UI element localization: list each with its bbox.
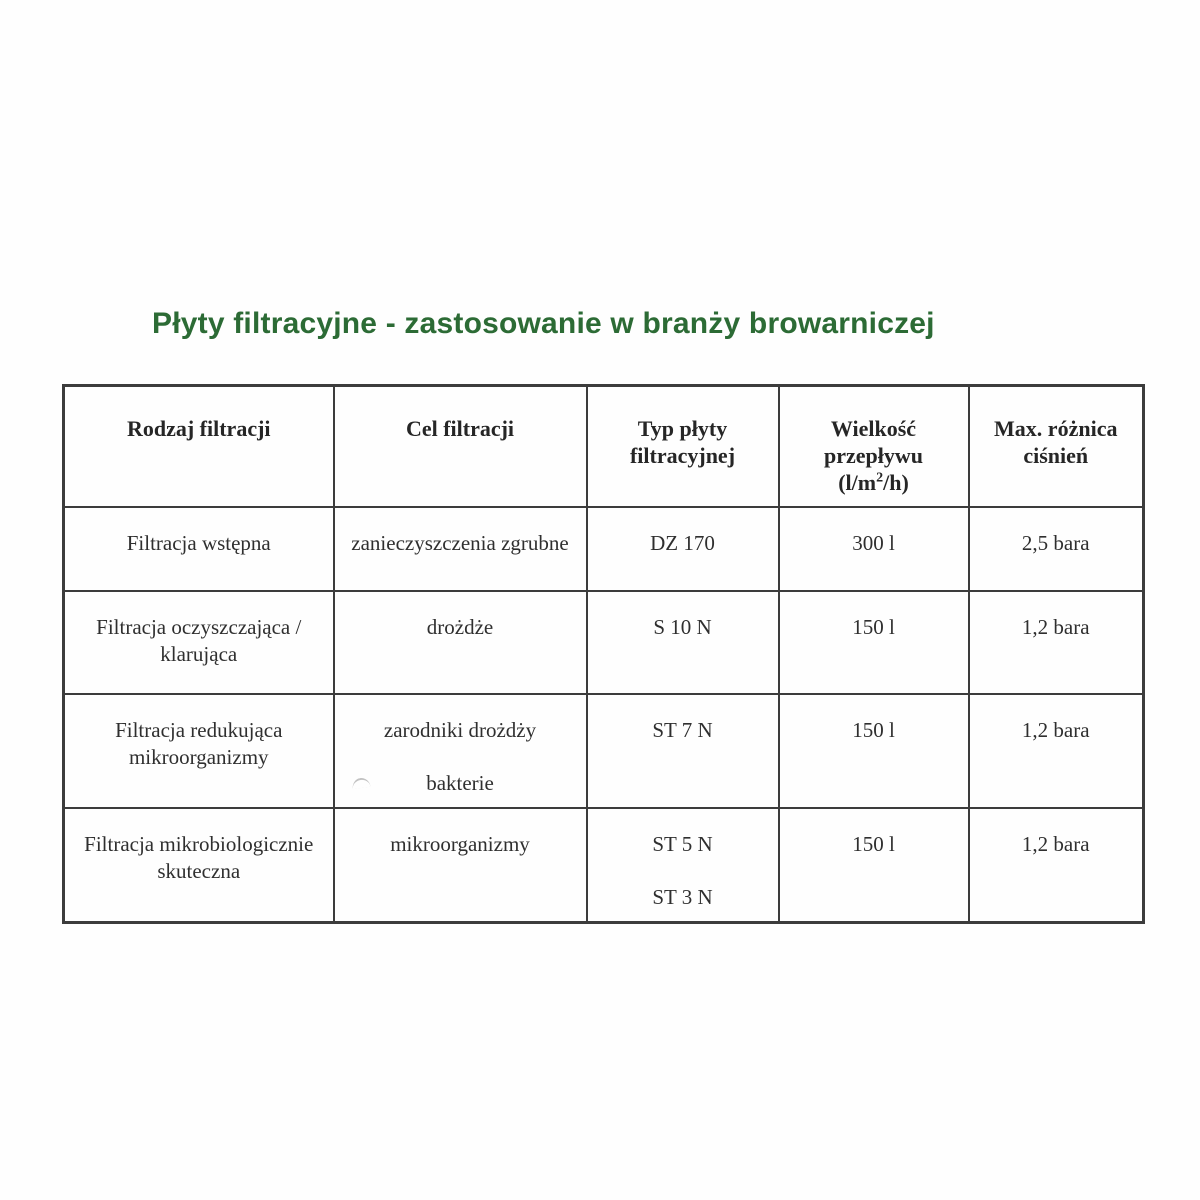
header-wielkosc-przeplywu bbox=[779, 386, 969, 508]
cell-text: zanieczyszczenia zgrubne bbox=[351, 531, 569, 555]
cell-rodzaj bbox=[64, 507, 334, 591]
table-row bbox=[64, 591, 1144, 694]
header-text: Max. różnica bbox=[994, 416, 1118, 441]
header-rodzaj-filtracji bbox=[64, 386, 334, 508]
header-typ-plyty bbox=[587, 386, 779, 508]
cell-typ bbox=[587, 694, 779, 808]
cell-typ bbox=[587, 808, 779, 923]
cell-text: 150 l bbox=[852, 832, 895, 856]
filter-plates-table bbox=[62, 384, 1145, 924]
cell-text: bakterie bbox=[426, 771, 494, 795]
header-text: ciśnień bbox=[1023, 443, 1089, 468]
cell-text: mikroorganizmy bbox=[390, 832, 530, 856]
cell-text: Filtracja wstępna bbox=[126, 531, 271, 555]
cell-typ bbox=[587, 507, 779, 591]
cell-text: 1,2 bara bbox=[1021, 615, 1090, 639]
cell-rodzaj bbox=[64, 694, 334, 808]
cell-max-roznica bbox=[969, 591, 1144, 694]
cell-text: S 10 N bbox=[653, 615, 712, 639]
table-row bbox=[64, 507, 1144, 591]
unit-pre: (l/m bbox=[838, 470, 877, 495]
cell-text: ST 7 N bbox=[652, 718, 713, 742]
cell-text: 1,2 bara bbox=[1021, 832, 1090, 856]
header-text: Cel filtracji bbox=[405, 416, 515, 441]
cell-max-roznica bbox=[969, 694, 1144, 808]
unit-post: /h) bbox=[883, 470, 909, 495]
cell-text: ST 3 N bbox=[652, 885, 713, 909]
header-text: Typ płyty bbox=[637, 416, 728, 441]
cell-text: DZ 170 bbox=[650, 531, 715, 555]
cell-wielkosc bbox=[779, 507, 969, 591]
cell-max-roznica bbox=[969, 808, 1144, 923]
cell-cel bbox=[334, 507, 587, 591]
cell-text: Filtracja mikrobiologicznie skuteczna bbox=[84, 832, 314, 883]
cell-wielkosc bbox=[779, 694, 969, 808]
cell-text: drożdże bbox=[426, 615, 494, 639]
cell-cel bbox=[334, 808, 587, 923]
cell-rodzaj bbox=[64, 591, 334, 694]
header-unit bbox=[784, 469, 964, 496]
cell-wielkosc bbox=[779, 808, 969, 923]
cell-typ bbox=[587, 591, 779, 694]
header-max-roznica-cisnien bbox=[969, 386, 1144, 508]
cell-text: Filtracja oczyszczająca / klarująca bbox=[96, 615, 302, 666]
cell-rodzaj bbox=[64, 808, 334, 923]
cell-max-roznica bbox=[969, 507, 1144, 591]
cell-text: 1,2 bara bbox=[1021, 718, 1090, 742]
cell-text: ST 5 N bbox=[652, 832, 713, 856]
cell-cel bbox=[334, 591, 587, 694]
cell-text: 2,5 bara bbox=[1021, 531, 1090, 555]
page-title: Płyty filtracyjne - zastosowanie w branży browarniczej bbox=[152, 307, 935, 340]
table-header-row bbox=[64, 386, 1144, 508]
header-text: Wielkość bbox=[830, 416, 917, 441]
cell-text: 150 l bbox=[852, 718, 895, 742]
cell-wielkosc bbox=[779, 591, 969, 694]
cell-text: zarodniki drożdży bbox=[383, 718, 537, 742]
table-row bbox=[64, 694, 1144, 808]
header-cel-filtracji bbox=[334, 386, 587, 508]
cell-text: 150 l bbox=[852, 615, 895, 639]
header-text: Rodzaj filtracji bbox=[126, 416, 271, 441]
cell-text: Filtracja redukująca mikroorganizmy bbox=[115, 718, 283, 769]
cell-text: 300 l bbox=[852, 531, 895, 555]
header-text: filtracyjnej bbox=[629, 443, 736, 468]
table-row bbox=[64, 808, 1144, 923]
cell-cel bbox=[334, 694, 587, 808]
unit-superscript: 2 bbox=[876, 470, 884, 486]
header-text: przepływu bbox=[824, 443, 923, 468]
